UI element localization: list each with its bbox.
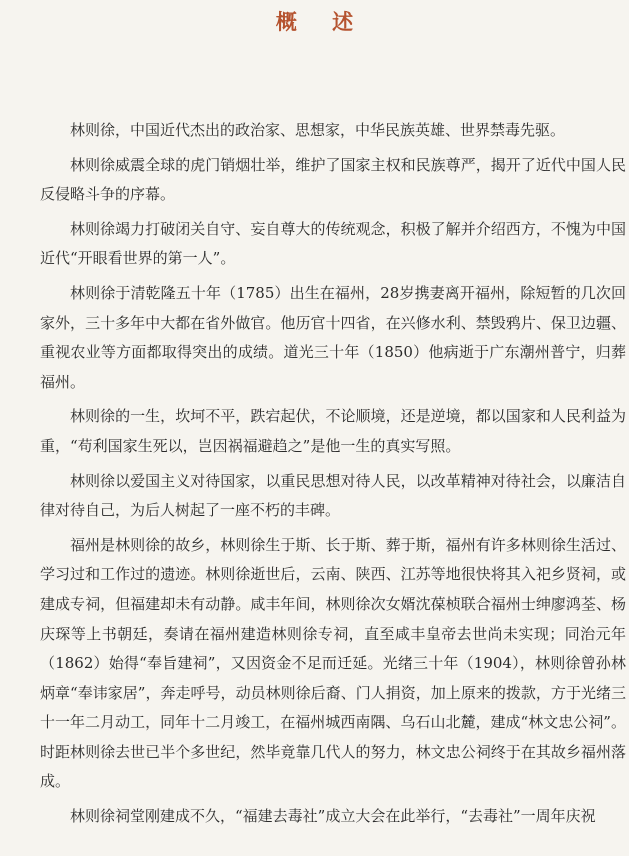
- paragraph-7: 福州是林则徐的故乡，林则徐生于斯、长于斯、葬于斯，福州有许多林则徐生活过、学习过和工作过的遗迹。林则徐逝世后，云南、陕西、江苏等地很快将其入祀乡贤祠，或建成专祠，但福建却未有动静。咸丰年间，林则徐次女婿沈葆桢联合福州士绅廖鸿荃、杨庆琛等上书朝廷，奏请在福州建造林则徐专祠，直至咸丰皇帝去世尚未实现；同治元年（1862）始得“奉旨建祠”，又因资金不足而迁延。光绪三十年（1904），林则徐曾孙林炳章“奉讳家居”，奔走呼号，动员林则徐后裔、门人捐资，加上原来的拨款，方于光绪三十一年二月动工，同年十二月竣工，在福州城西南隅、乌石山北麓，建成“林文忠公祠”。时距林则徐去世已半个多世纪，然毕竟靠几代人的努力，林文忠公祠终于在其故乡福州落成。: [40, 535, 626, 791]
- paragraph-4: 林则徐于清乾隆五十年（1785）出生在福州，28岁携妻离开福州，除短暂的几次回家外，三十多年中大都在省外做官。他历官十四省，在兴修水利、禁毁鸦片、保卫边疆、重视农业等方面都取得突出的成绩。道光三十年（1850）他病逝于广东潮州普宁，归葬福州。: [40, 283, 626, 391]
- paragraph-8: 林则徐祠堂刚建成不久，“福建去毒社”成立大会在此举行，“去毒社”一周年庆祝: [70, 807, 596, 826]
- paragraph-5: 林则徐的一生，坎坷不平，跌宕起伏，不论顺境，还是逆境，都以国家和人民利益为重，“苟利国家生死以，岂因祸福避趋之”是他一生的真实写照。: [40, 407, 626, 455]
- paragraph-1: 林则徐，中国近代杰出的政治家、思想家，中华民族英雄、世界禁毒先驱。: [70, 121, 566, 139]
- paragraph-3: 林则徐竭力打破闭关自守、妄自尊大的传统观念，积极了解并介绍西方，不愧为中国近代“开眼看世界的第一人”。: [40, 219, 626, 268]
- body-text: [40, 116, 626, 837]
- paragraph-6: 林则徐以爱国主义对待国家，以重民思想对待人民，以改革精神对待社会，以廉洁自律对待自己，为后人树起了一座不朽的丰碑。: [40, 471, 626, 520]
- page-title: 概 述: [275, 9, 368, 34]
- paragraph-2: 林则徐威震全球的虎门销烟壮举，维护了国家主权和民族尊严，揭开了近代中国人民反侵略斗争的序幕。: [40, 155, 626, 204]
